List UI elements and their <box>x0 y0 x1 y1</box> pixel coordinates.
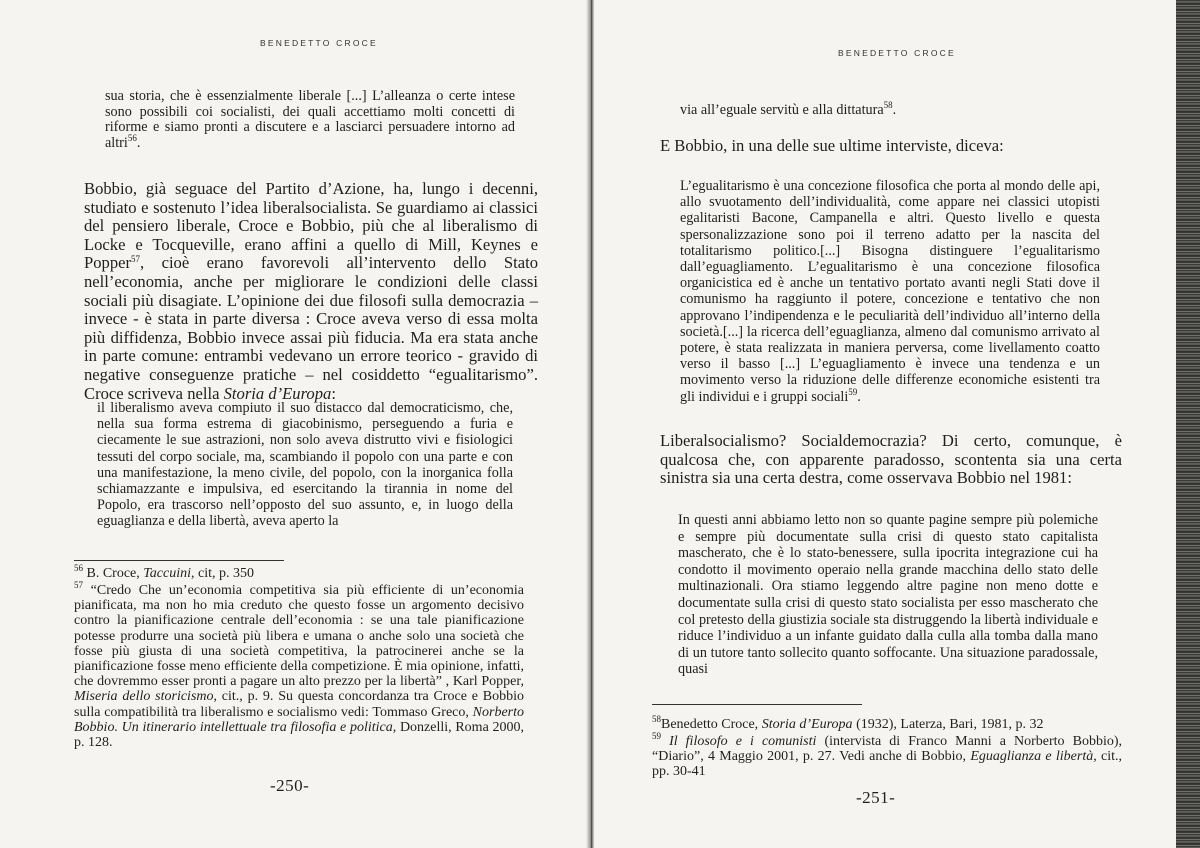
footnote-italic: Storia d’Europa <box>761 717 853 732</box>
footnote-text-end: Donzelli, Roma 2000, p. 128. <box>74 719 524 751</box>
footnote-italic-2: Norberto Bobbio. Un itinerario intellettuale tra filosofia e politica, <box>74 704 524 735</box>
footnote-text: Benedetto Croce, <box>661 717 762 732</box>
footnote-italic: Miseria dello storicismo <box>74 689 214 705</box>
paragraph-end: : <box>331 383 336 403</box>
intro-line: E Bobbio, in una delle sue ultime interviste, diceva: <box>660 136 1004 155</box>
footnote-number: 59 <box>652 731 661 741</box>
running-head-right: BENEDETTO CROCE <box>838 48 956 58</box>
footnote-ref-58: 58 <box>883 100 893 110</box>
footnote-number: 58 <box>652 714 661 724</box>
footnote-text-end: (1932), Laterza, Bari, 1981, p. 32 <box>852 717 1044 732</box>
quote-text: L’egualitarismo è una concezione filosofica che porta al mondo delle api, allo svuotamento dell’individualità, come appare nei classici utopisti egalitaristi Bacone, Campanella e altri. Questo livello e questa spersonalizzazione sono poi il terreno adatto per la nascita del totalitarismo politico.[...] Bisogna distinguere l’egualitarismo dall’eguagliamento. L’egualitarismo è una concezione filosofica organicistica ed è anche un tentativo portato avanti negli Stati dove il comunismo ha raggiunto il potere, concezione e tentativo che non approvano l’indipendenza e le peculiarità dell’individuo all’interno della società.[...] la ricerca dell’eguaglianza, almeno dal comunismo arrivato al potere, è stata realizzata in maniera perversa, come livellamento coatto verso il basso [...] L’eguagliamento è invece una tendenza e un movimento verso la riduzione delle differenze economiche esistenti tra gli individui e i gruppi sociali <box>680 178 1100 405</box>
running-head-left: BENEDETTO CROCE <box>260 38 378 48</box>
footnote-rule <box>652 704 862 705</box>
scan-dark-edge <box>1176 0 1200 848</box>
quote-end: . <box>136 134 141 151</box>
right-page <box>594 0 1176 848</box>
block-quote-bobbio <box>680 178 1100 405</box>
footnote-italic: Il filosofo e i comunisti <box>669 734 817 749</box>
page-number-right: -251- <box>856 788 896 807</box>
quote-block-continued <box>105 89 515 151</box>
block-quote-croce: il liberalismo aveva compiuto il suo distacco dal democraticismo, che, nella sua forma estrema di giacobinismo, perseguendo a furia e ciecamente le sue astrazioni, non solo aveva distrutto vivi e fisiologici tessuti del corpo sociale, ma, scambiando il popolo con una parte e con una manifestazione, la meno civile, del popolo, con la inorganica folla schiamazzante e impulsiva, ed esercitando la tirannia in nome del Popolo, era trascorso nell’opposto del suo assunto, e, in luogo della eguaglianza e della libertà, aveva aperto la <box>97 400 513 530</box>
footnote-ref-57: 57 <box>131 254 141 265</box>
paragraph-text: Bobbio, già seguace del Partito d’Azione, ha, lungo i decenni, studiato e sostenuto l’idea liberalsocialista. Se guardiamo ai classici del pensiero liberale, Croce e Bobbio, più che al liberalismo di Locke e Tocqueville, erano affini a quello di Mill, Keynes e Popper <box>84 179 538 273</box>
quote-text: via all’eguale servitù e alla dittatura <box>680 102 884 118</box>
footnote-56 <box>74 563 524 581</box>
footnote-italic: Taccuini <box>143 566 191 581</box>
quote-block-end <box>680 100 1100 119</box>
footnote-italic-2: Eguaglianza e libertà <box>970 749 1094 765</box>
left-page <box>0 0 590 848</box>
footnote-text-mid: (intervista di Franco Manni a Norberto Bobbio), “Diario”, 4 Maggio 2001, p. 27. Vedi anche di Bobbio, <box>652 734 1123 765</box>
body-paragraph-right: Liberalsocialismo? Socialdemocrazia? Di certo, comunque, è qualcosa che, con apparente paradosso, scontenta sia una certa sinistra sia una certa destra, come osservava Bobbio nel 1981: <box>660 431 1122 488</box>
footnote-number: 57 <box>74 580 83 590</box>
footnote-text-mid: , cit., p. 9. Su questa concordanza tra Croce e Bobbio sulla compatibilità tra liberalismo e socialismo vedi: Tommaso Greco, <box>74 689 524 720</box>
footnote-58 <box>652 714 1122 732</box>
body-paragraph <box>84 180 538 403</box>
quote-text: sua storia, che è essenzialmente liberale [...] L’alleanza o certe intese sono possibili coi socialisti, dei quali accettiamo molti concetti di riforme e siamo pronti a discutere e a lasciarci persuadere intorno ad altri <box>105 88 515 151</box>
footnote-text-end: , cit, p. 350 <box>190 566 254 581</box>
footnote-text-end: , cit., pp. 30-41 <box>652 749 1123 780</box>
footnote-text: “Credo Che un’economia competitiva sia più efficiente di un’economia pianificata, ma non ho mia creduto che questo fosse un argomento decisivo contro la pianificazione centrale dell’economia : se una tale pianificazione potesse produrre una società più libera e umana o anche solo una società che fosse più giusta di una società competitiva, la patrocinerei anche se la pianificazione fosse meno efficiente della competizione. È mia opinione, infatti, che dovremmo esser pronti a pagare un alto prezzo per la libertà” , Karl Popper, <box>74 583 524 690</box>
quote-end: . <box>857 388 861 405</box>
footnote-59 <box>652 731 1123 780</box>
block-quote-1981: In questi anni abbiamo letto non so quante pagine sempre più polemiche e sempre più documentate sulla crisi di questo stato capitalista mascherato, che è lo stato-benessere, sulla ipocrita integrazione cui ha condotto il movimento operaio nella grande macchina dello stato delle multinazionali. Ora stiamo leggendo altre pagine non meno dotte e documentate sulla crisi di questo stato socialista per esso mascherato che col pretesto della giustizia sociale sta distruggendo la libertà individuale e riduce l’individuo a un infante guidato dalla culla alla tomba dalla mano di un tutore tanto sollecito quanto soffocante. Una situazione paradossale, quasi <box>678 512 1098 678</box>
footnote-rule <box>74 560 284 561</box>
footnote-number: 56 <box>74 563 83 573</box>
footnote-ref-59: 59 <box>848 386 858 397</box>
footnote-text: B. Croce, <box>83 566 144 581</box>
page-number-left: -250- <box>270 776 310 795</box>
paragraph-text-cont: , cioè erano favorevoli all’intervento dello Stato nell’economia, anche per migliorare le condizioni delle classi sociali più disagiate. L’opinione dei due filosofi sulla democrazia – invece - è stata in parte diversa : Croce aveva verso di essa molta più diffidenza, Bobbio invece assai più fiducia. Ma era stata anche in parte comune: entrambi vedevano un errore teorico - gravido di negative conseguenze pratiche – nel cosiddetto “egualitarismo”. Croce scriveva nella <box>84 253 538 403</box>
quote-end: . <box>892 102 897 118</box>
book-title-italic: Storia d’Europa <box>223 383 332 403</box>
footnote-ref-56: 56 <box>127 132 137 143</box>
footnote-text <box>661 734 669 749</box>
footnote-57 <box>74 580 524 751</box>
